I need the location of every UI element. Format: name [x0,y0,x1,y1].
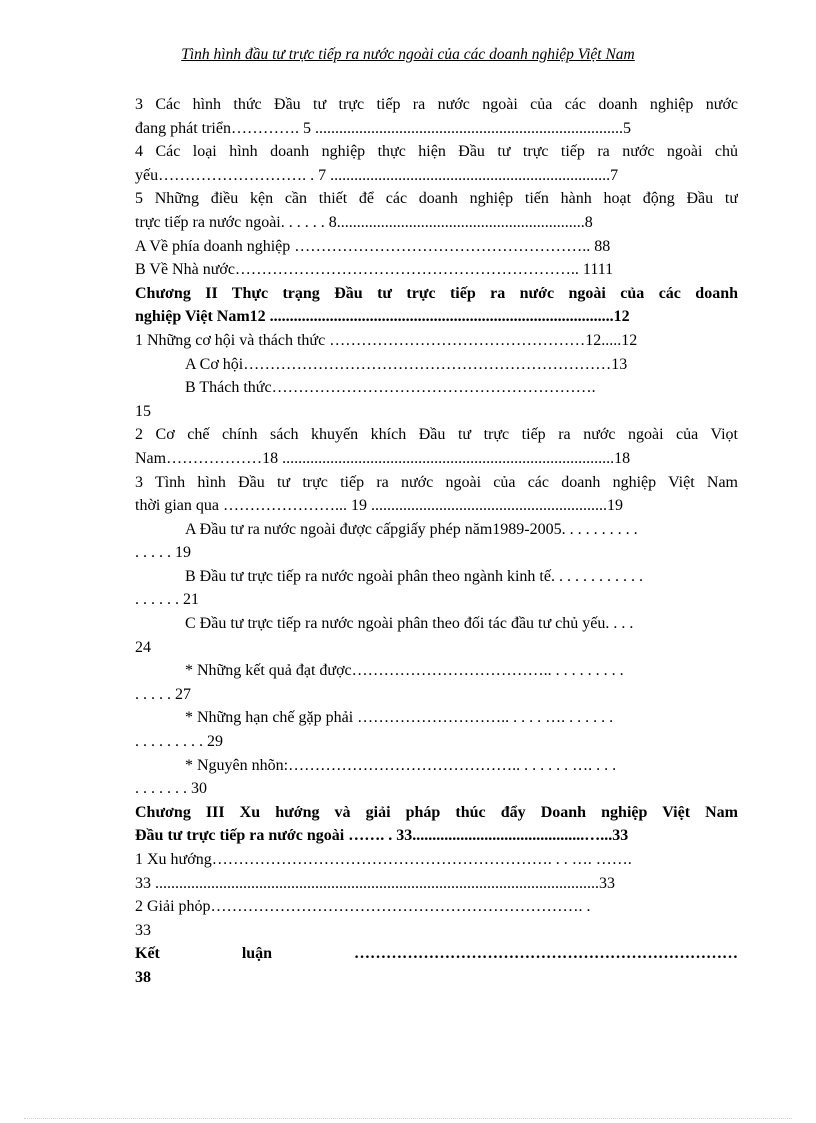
toc-line: A Cơ hội……………………………………………………………13 [185,355,628,373]
toc-line: thời gian qua …………………... 19 ...........................................................19 [135,497,623,515]
toc-line: 1 Những cơ hội và thách thức …………………………………………12.....12 [135,331,638,349]
toc-line: A Về phía doanh nghiệp ……………………………………………….. 88 [135,237,611,255]
toc-line: A Đầu tư ra nước ngoài được cấpgiấy phép năm1989-2005. . . . . . . . . . [185,520,638,538]
toc-line: 3 Các hình thức Đầu tư trực tiếp ra nước ngoài của các doanh nghiệp nước [135,96,738,113]
toc-line: yếu………………………. . 7 ......................................................................7 [135,166,619,184]
toc-line: B Thách thức……………………………………………………. [185,379,596,397]
toc-line: 38 [135,968,151,986]
toc-line: trực tiếp ra nước ngoài. . . . . . 8..............................................................8 [135,213,593,231]
toc-line: * Nguyên nhõn:…………………………………….. . . . . . . …. . . . [185,756,617,774]
toc-line: . . . . . . . . . 29 [135,733,223,751]
toc-line: Nam………………18 ...................................................................................18 [135,449,631,467]
toc-line: đang phát triển…………. 5 .............................................................................5 [135,119,631,137]
toc-line: nghiệp Việt Nam12 ......................................................................................12 [135,308,630,326]
toc-line: * Những hạn chế gặp phải ……………………….. . . . . …. . . . . . . [185,709,614,727]
toc-line: 33 [135,921,151,939]
toc-line: 2 Giải phỏp……………………………………………………………. . [135,898,591,916]
toc-line: 4 Các loại hình doanh nghiệp thực hiện Đầu tư trực tiếp ra nước ngoài chủ [135,143,738,161]
toc-line: B Về Nhà nước……………………………………………………….. 1111 [135,261,614,279]
toc-line: 5 Những điều kện cần thiết để các doanh nghiệp tiến hành hoạt động Đầu tư [135,190,738,208]
toc-line: . . . . . . 21 [135,591,199,609]
toc-line: B Đầu tư trực tiếp ra nước ngoài phân theo ngành kinh tế. . . . . . . . . . . . [185,567,643,585]
toc-line: 33 ...............................................................................................................33 [135,874,615,892]
toc-line: 3 Tình hình Đầu tư trực tiếp ra nước ngoài của các doanh nghiệp Việt Nam [135,473,738,491]
toc-line: C Đầu tư trực tiếp ra nước ngoài phân theo đối tác đầu tư chủ yếu. . . . [185,615,634,633]
page-header-title: Tình hình đầu tư trực tiếp ra nước ngoài của các doanh nghiệp Việt Nam [181,46,635,63]
page-bottom-divider [24,1118,792,1119]
toc-line: . . . . . . . 30 [135,780,207,798]
toc-line: 2 Cơ chế chính sách khuyến khích Đầu tư trực tiếp ra nước ngoài của Viọt [135,426,738,444]
toc-line: 15 [135,402,151,420]
toc-line: . . . . . 27 [135,685,191,703]
toc-line: Chương III Xu hướng và giải pháp thúc đẩy Doanh nghiệp Việt Nam [135,803,738,821]
toc-line: Đầu tư trực tiếp ra nước ngoài ……. . 33...........................................…...33 [135,827,629,845]
toc-line: * Những kết quả đạt được……………………………….. . . . . . . . . . [185,662,624,680]
toc-line: 1 Xu hướng………………………………………………………. . . …. ……. [135,851,632,868]
toc-line: Chương II Thực trạng Đầu tư trực tiếp ra nước ngoài của các doanh [135,284,738,302]
toc-line: Kết luận ……………………………………………………………… [135,945,738,963]
toc-line: 24 [135,638,151,656]
table-of-contents [135,93,738,990]
toc-line: . . . . . 19 [135,544,191,562]
